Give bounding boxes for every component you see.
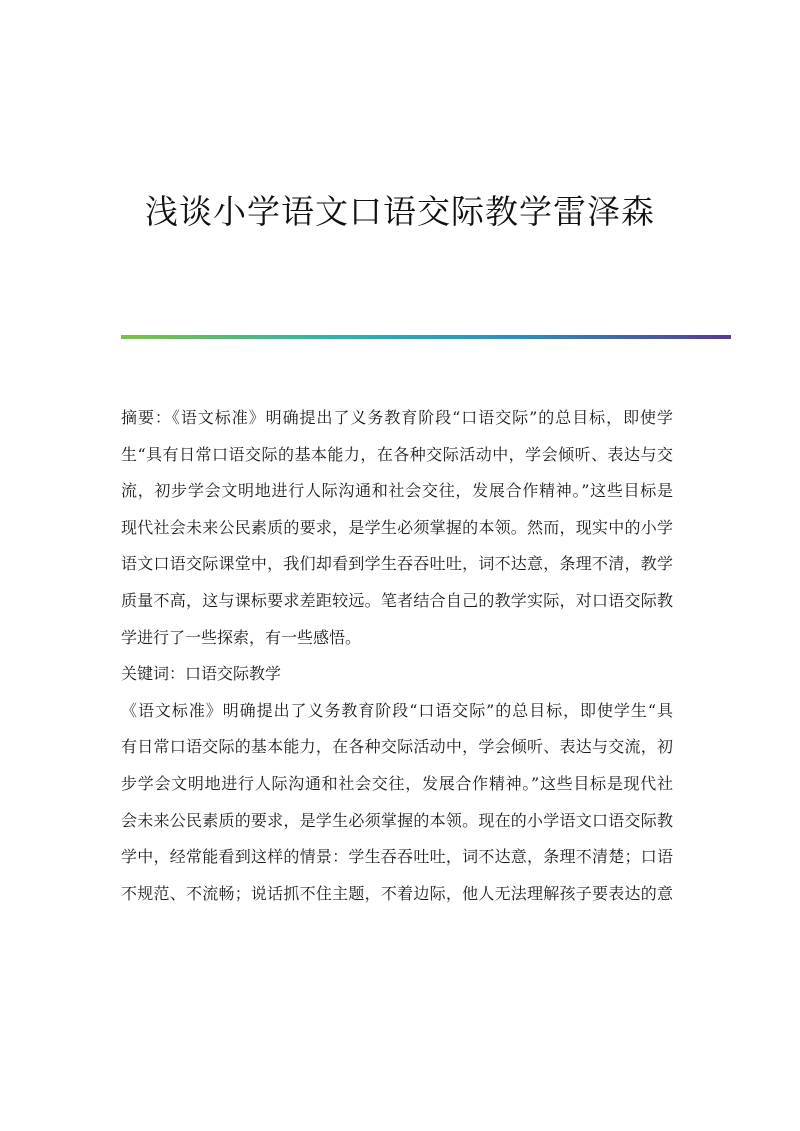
abstract-line: 语文口语交际课堂中，我们却看到学生吞吞吐吐，词不达意，条理不清，教学 — [121, 554, 673, 574]
abstract-line: 质量不高，这与课标要求差距较远。笔者结合自己的教学实际，对口语交际教 — [121, 590, 673, 610]
document-title: 浅谈小学语文口语交际教学雷泽森 — [145, 192, 655, 231]
body-line: 步学会文明地进行人际沟通和社会交往，发展合作精神。”这些目标是现代社 — [121, 773, 673, 793]
keywords-line: 关键词：口语交际教学 — [121, 664, 282, 684]
document-body — [121, 400, 673, 912]
abstract-line: 现代社会未来公民素质的要求，是学生必须掌握的本领。然而，现实中的小学 — [121, 517, 673, 537]
body-line: 学中，经常能看到这样的情景：学生吞吞吐吐，词不达意，条理不清楚；口语 — [121, 847, 673, 867]
title-divider — [121, 335, 731, 339]
body-paragraph — [121, 693, 673, 913]
abstract-line: 学进行了一些探索，有一些感悟。 — [121, 627, 362, 647]
abstract-line: 流，初步学会文明地进行人际沟通和社会交往，发展合作精神。”这些目标是 — [121, 481, 673, 501]
body-line: 会未来公民素质的要求，是学生必须掌握的本领。现在的小学语文口语交际教 — [121, 810, 673, 830]
abstract-line: 摘要：《语文标准》明确提出了义务教育阶段“口语交际”的总目标，即使学 — [121, 408, 673, 427]
abstract-paragraph — [121, 400, 673, 656]
body-line: 《语文标准》明确提出了义务教育阶段“口语交际”的总目标，即使学生“具 — [121, 700, 673, 720]
keywords-paragraph — [121, 656, 673, 693]
abstract-line: 生“具有日常口语交际的基本能力，在各种交际活动中，学会倾听、表达与交 — [121, 444, 673, 464]
body-line: 不规范、不流畅；说话抓不住主题，不着边际，他人无法理解孩子要表达的意 — [121, 883, 673, 903]
body-line: 有日常口语交际的基本能力，在各种交际活动中，学会倾听、表达与交流，初 — [121, 737, 673, 757]
